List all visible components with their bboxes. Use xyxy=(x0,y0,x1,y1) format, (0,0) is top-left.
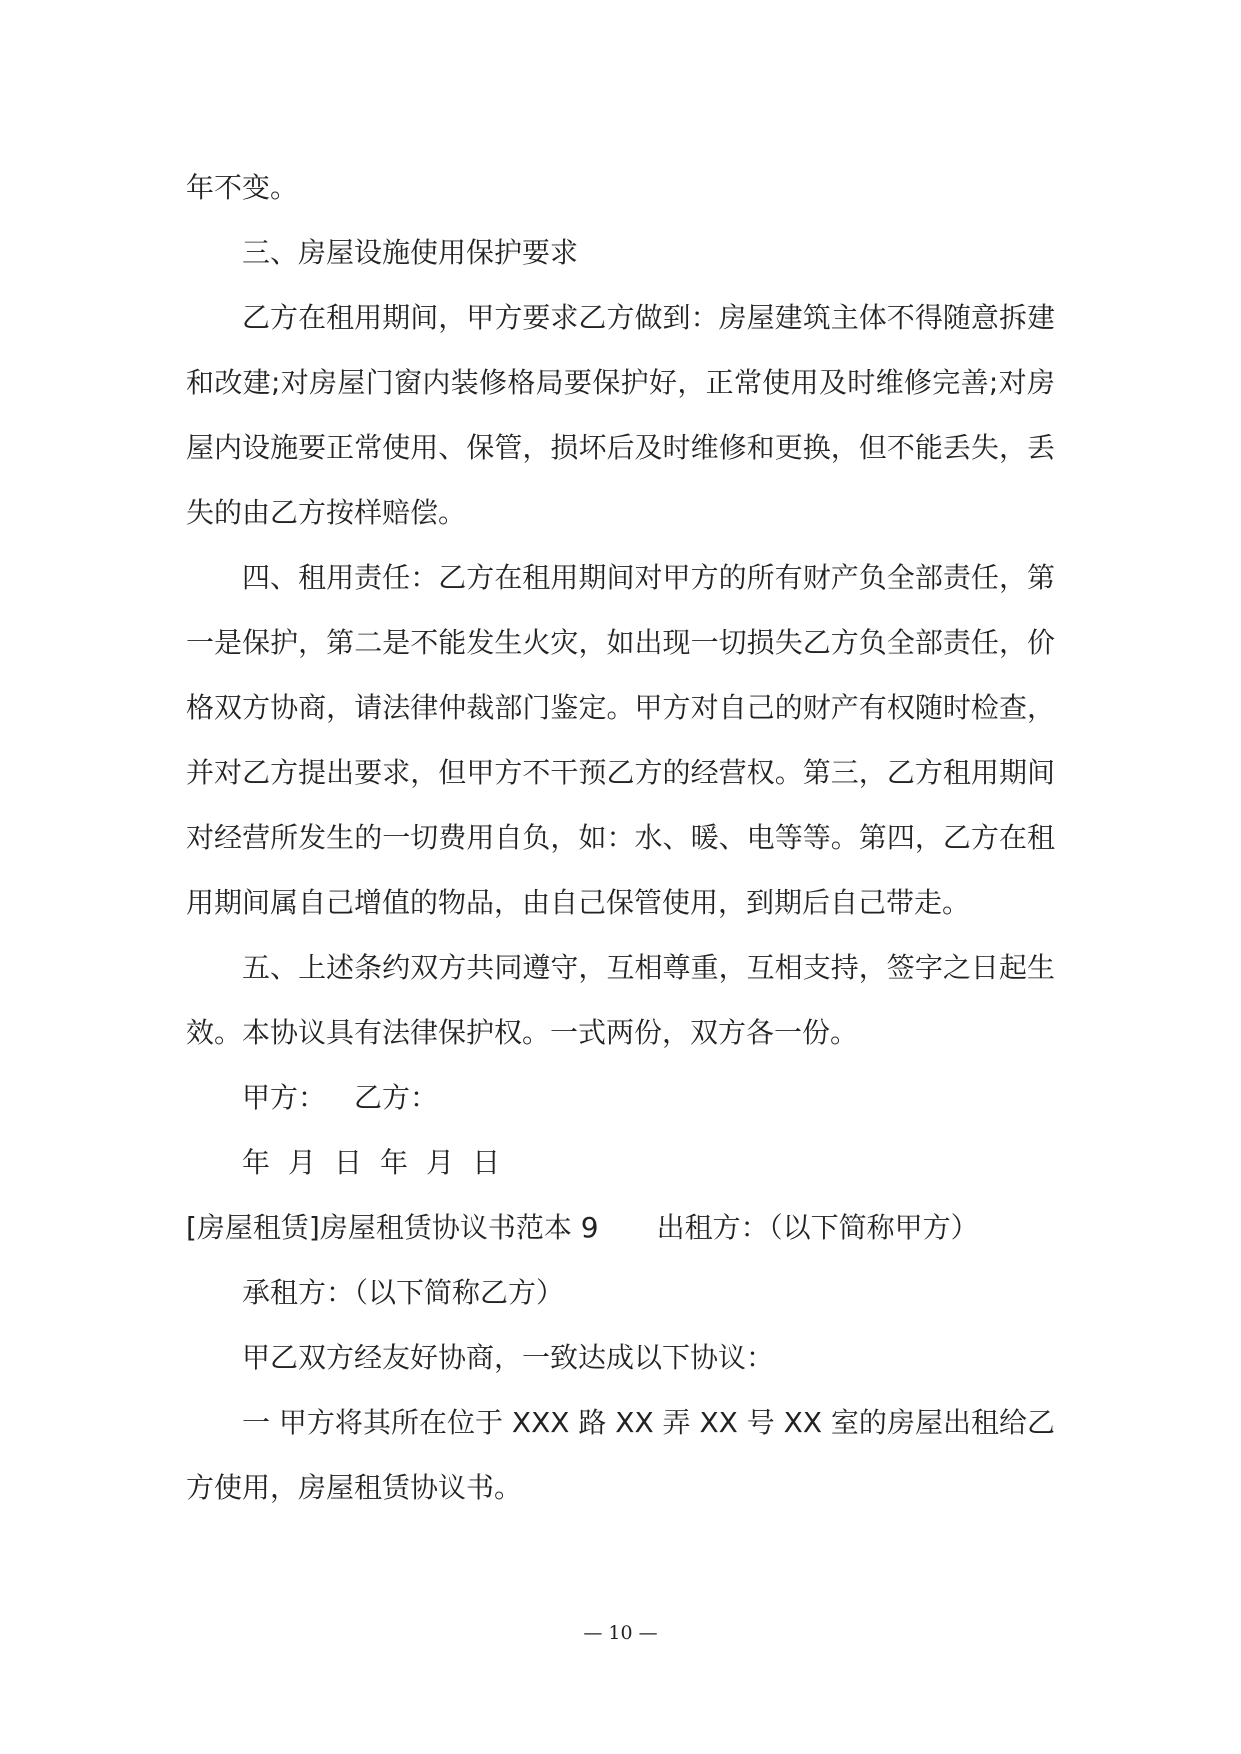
party-b-label: 乙方： xyxy=(354,1081,439,1114)
section-title: [房屋租赁]房屋租赁协议书范本 9 xyxy=(186,1211,599,1244)
date-year-b: 年 xyxy=(380,1146,409,1179)
date-month-a: 月 xyxy=(288,1146,317,1179)
clause-one: 一 甲方将其所在位于 XXX 路 XX 弄 XX 号 XX 室的房屋出租给乙方使用，房屋租赁协议书。 xyxy=(186,1406,1055,1504)
signature-row xyxy=(186,1065,1055,1130)
date-row xyxy=(186,1130,1055,1195)
section-heading-row xyxy=(186,1195,1055,1260)
paragraph-responsibility: 四、租用责任：乙方在租用期间对甲方的所有财产负全部责任，第一是保护，第二是不能发生火灾，如出现一切损失乙方负全部责任，价格双方协商，请法律仲裁部门鉴定。甲方对自己的财产有权随时检查，并对乙方提出要求，但甲方不干预乙方的经营权。第三，乙方租用期间对经营所发生的一切费用自负，如：水、暖、电等等。第四，乙方在租用期间属自己增值的物品，由自己保管使用，到期后自己带走。 xyxy=(186,561,1055,919)
section-heading-facilities: 三、房屋设施使用保护要求 xyxy=(242,236,579,269)
date-year-a: 年 xyxy=(242,1146,271,1179)
agreement-intro: 甲乙双方经友好协商，一致达成以下协议： xyxy=(242,1341,775,1374)
document-body xyxy=(186,155,1055,1520)
paragraph-continuation: 年不变。 xyxy=(186,171,299,204)
date-day-b: 日 xyxy=(472,1146,501,1179)
date-month-b: 月 xyxy=(426,1146,455,1179)
party-a-label: 甲方： xyxy=(242,1081,327,1114)
date-day-a: 日 xyxy=(334,1146,363,1179)
page-number: — 10 — xyxy=(583,1622,658,1644)
lessor-label: 出租方：（以下简称甲方） xyxy=(656,1211,979,1244)
paragraph-effectiveness: 五、上述条约双方共同遵守，互相尊重，互相支持，签字之日起生效。本协议具有法律保护权。一式两份，双方各一份。 xyxy=(186,951,1055,1049)
lessee-label: 承租方：（以下简称乙方） xyxy=(242,1276,565,1309)
paragraph-facilities: 乙方在租用期间，甲方要求乙方做到：房屋建筑主体不得随意拆建和改建;对房屋门窗内装修格局要保护好，正常使用及时维修完善;对房屋内设施要正常使用、保管，损坏后及时维修和更换，但不能丢失，丢失的由乙方按样赔偿。 xyxy=(186,301,1055,529)
